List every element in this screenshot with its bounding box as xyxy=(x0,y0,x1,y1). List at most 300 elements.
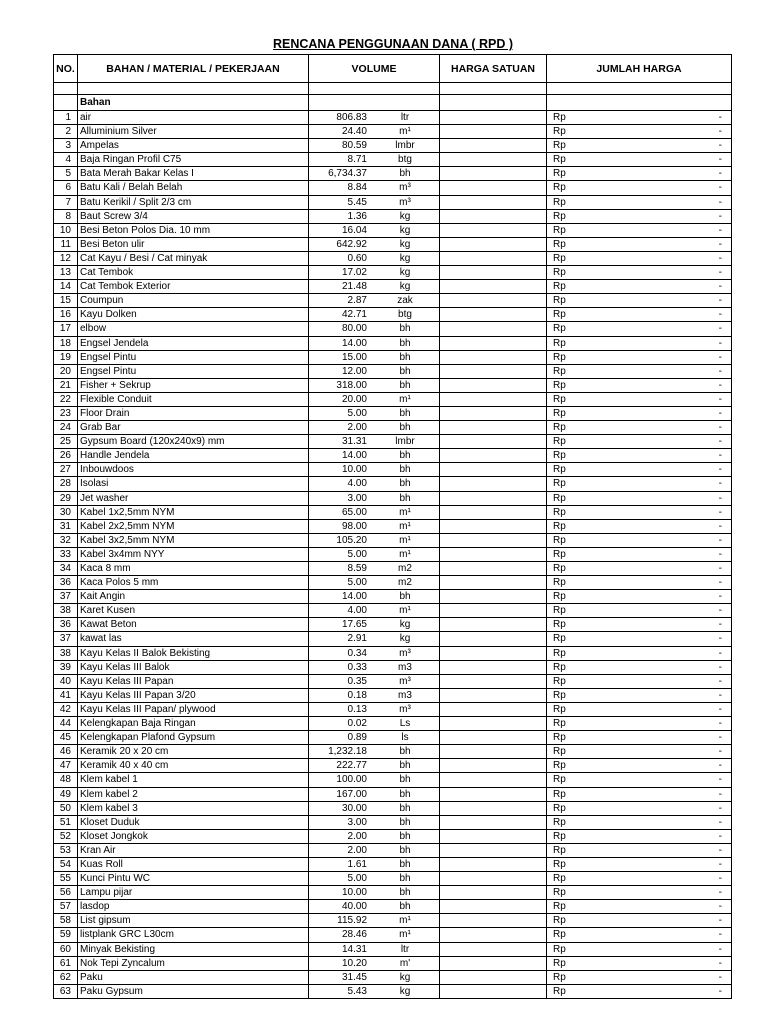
row-material: Kayu Kelas III Papan xyxy=(78,674,309,688)
row-volume-value: 222.77 xyxy=(336,760,367,772)
row-total-value: - xyxy=(718,281,722,293)
row-total-value: - xyxy=(718,210,722,222)
row-unit-price xyxy=(440,378,547,392)
row-volume-unit: bh xyxy=(399,788,411,800)
table-row xyxy=(54,463,732,477)
row-total xyxy=(547,857,732,871)
row-volume-unit: bh xyxy=(399,591,411,603)
row-total xyxy=(547,900,732,914)
row-volume xyxy=(309,801,440,815)
row-volume-unit: kg xyxy=(399,619,411,631)
table-row xyxy=(54,576,732,590)
table-row xyxy=(54,223,732,237)
row-currency: Rp xyxy=(553,802,566,814)
row-total-value: - xyxy=(718,774,722,786)
row-volume xyxy=(309,350,440,364)
row-total xyxy=(547,519,732,533)
row-volume-unit: bh xyxy=(399,760,411,772)
group-total-cell xyxy=(547,95,732,111)
row-volume xyxy=(309,364,440,378)
row-material: air xyxy=(78,111,309,125)
row-total xyxy=(547,815,732,829)
row-currency: Rp xyxy=(553,732,566,744)
table-row xyxy=(54,350,732,364)
row-total xyxy=(547,745,732,759)
row-total-value: - xyxy=(718,478,722,490)
row-volume-unit: kg xyxy=(399,267,411,279)
row-unit-price xyxy=(440,111,547,125)
row-volume xyxy=(309,745,440,759)
row-number: 20 xyxy=(54,364,78,378)
row-currency: Rp xyxy=(553,887,566,899)
row-volume-value: 0.60 xyxy=(347,252,367,264)
row-currency: Rp xyxy=(553,323,566,335)
row-material: Fisher + Sekrup xyxy=(78,378,309,392)
row-volume xyxy=(309,237,440,251)
row-material: Cat Kayu / Besi / Cat minyak xyxy=(78,251,309,265)
row-total-value: - xyxy=(718,887,722,899)
row-number: 27 xyxy=(54,463,78,477)
row-material: Kayu Dolken xyxy=(78,308,309,322)
row-total-value: - xyxy=(718,661,722,673)
row-number: 29 xyxy=(54,491,78,505)
row-total-value: - xyxy=(718,464,722,476)
row-total-value: - xyxy=(718,450,722,462)
row-volume xyxy=(309,167,440,181)
row-currency: Rp xyxy=(553,126,566,138)
row-total-value: - xyxy=(718,365,722,377)
row-material: Handle Jendela xyxy=(78,449,309,463)
row-total xyxy=(547,688,732,702)
table-row xyxy=(54,646,732,660)
row-unit-price xyxy=(440,266,547,280)
row-unit-price xyxy=(440,646,547,660)
row-unit-price xyxy=(440,322,547,336)
row-number: 10 xyxy=(54,223,78,237)
row-volume-value: 4.00 xyxy=(347,478,367,490)
row-volume-value: 5.00 xyxy=(347,407,367,419)
row-total xyxy=(547,660,732,674)
row-volume xyxy=(309,266,440,280)
row-total xyxy=(547,562,732,576)
row-volume-unit: bh xyxy=(399,816,411,828)
row-volume xyxy=(309,872,440,886)
row-total xyxy=(547,970,732,984)
row-volume-unit: lmbr xyxy=(395,436,415,448)
row-volume xyxy=(309,547,440,561)
row-unit-price xyxy=(440,449,547,463)
row-volume xyxy=(309,731,440,745)
row-currency: Rp xyxy=(553,957,566,969)
row-unit-price xyxy=(440,928,547,942)
row-material: kawat las xyxy=(78,632,309,646)
row-unit-price xyxy=(440,984,547,998)
row-number: 26 xyxy=(54,449,78,463)
row-total xyxy=(547,421,732,435)
row-total-value: - xyxy=(718,901,722,913)
row-number: 22 xyxy=(54,392,78,406)
row-unit-price xyxy=(440,886,547,900)
row-currency: Rp xyxy=(553,112,566,123)
row-volume-unit: m³ xyxy=(399,182,411,194)
row-volume-value: 16.04 xyxy=(341,224,367,236)
table-row xyxy=(54,435,732,449)
row-volume xyxy=(309,533,440,547)
row-volume-unit: m¹ xyxy=(399,520,411,532)
row-number: 53 xyxy=(54,843,78,857)
row-currency: Rp xyxy=(553,703,566,715)
row-volume-unit: bh xyxy=(399,464,411,476)
row-unit-price xyxy=(440,745,547,759)
row-volume-value: 115.92 xyxy=(337,915,367,927)
table-row xyxy=(54,787,732,801)
row-material: Gypsum Board (120x240x9) mm xyxy=(78,435,309,449)
row-material: Kayu Kelas II Balok Bekisting xyxy=(78,646,309,660)
row-unit-price xyxy=(440,435,547,449)
row-unit-price xyxy=(440,702,547,716)
row-total xyxy=(547,886,732,900)
row-volume-unit: m3 xyxy=(398,689,412,701)
row-unit-price xyxy=(440,900,547,914)
row-currency: Rp xyxy=(553,365,566,377)
row-material: Kayu Kelas III Papan/ plywood xyxy=(78,702,309,716)
row-total xyxy=(547,322,732,336)
row-material: Batu Kali / Belah Belah xyxy=(78,181,309,195)
row-currency: Rp xyxy=(553,422,566,434)
row-number: 21 xyxy=(54,378,78,392)
row-total xyxy=(547,477,732,491)
row-number: 17 xyxy=(54,322,78,336)
row-number: 25 xyxy=(54,435,78,449)
row-volume xyxy=(309,251,440,265)
row-volume-value: 40.00 xyxy=(341,901,367,913)
row-volume-unit: m¹ xyxy=(399,534,411,546)
row-total-value: - xyxy=(718,844,722,856)
row-total xyxy=(547,139,732,153)
row-volume-unit: bh xyxy=(399,450,411,462)
row-total-value: - xyxy=(718,858,722,870)
row-currency: Rp xyxy=(553,985,566,997)
table-row xyxy=(54,632,732,646)
row-currency: Rp xyxy=(553,351,566,363)
row-number: 8 xyxy=(54,209,78,223)
row-currency: Rp xyxy=(553,182,566,194)
row-number: 47 xyxy=(54,759,78,773)
row-volume xyxy=(309,139,440,153)
row-volume xyxy=(309,674,440,688)
row-volume xyxy=(309,505,440,519)
row-number: 42 xyxy=(54,702,78,716)
table-row xyxy=(54,900,732,914)
table-row xyxy=(54,702,732,716)
row-material: Cat Tembok xyxy=(78,266,309,280)
row-total xyxy=(547,195,732,209)
row-currency: Rp xyxy=(553,675,566,687)
table-row xyxy=(54,167,732,181)
row-unit-price xyxy=(440,421,547,435)
row-unit-price xyxy=(440,223,547,237)
row-number: 49 xyxy=(54,787,78,801)
table-row xyxy=(54,378,732,392)
row-number: 4 xyxy=(54,153,78,167)
row-volume-value: 642.92 xyxy=(336,238,367,250)
row-total-value: - xyxy=(718,506,722,518)
row-number: 28 xyxy=(54,477,78,491)
row-volume-unit: ltr xyxy=(400,112,410,123)
table-row xyxy=(54,251,732,265)
row-volume xyxy=(309,773,440,787)
group-label: Bahan xyxy=(78,95,309,111)
table-row xyxy=(54,477,732,491)
row-number: 32 xyxy=(54,533,78,547)
row-total-value: - xyxy=(718,379,722,391)
row-total-value: - xyxy=(718,563,722,574)
table-row xyxy=(54,984,732,998)
row-currency: Rp xyxy=(553,450,566,462)
row-unit-price xyxy=(440,167,547,181)
row-total xyxy=(547,294,732,308)
table-row xyxy=(54,519,732,533)
row-volume xyxy=(309,787,440,801)
row-volume xyxy=(309,111,440,125)
row-volume xyxy=(309,280,440,294)
row-volume-value: 5.00 xyxy=(347,577,367,589)
row-volume xyxy=(309,688,440,702)
table-row xyxy=(54,886,732,900)
row-total xyxy=(547,872,732,886)
row-material: Kran Air xyxy=(78,843,309,857)
row-currency: Rp xyxy=(553,788,566,800)
row-total-value: - xyxy=(718,619,722,631)
row-unit-price xyxy=(440,759,547,773)
row-volume xyxy=(309,406,440,420)
row-total-value: - xyxy=(718,577,722,589)
row-volume-value: 98.00 xyxy=(341,520,367,532)
row-total xyxy=(547,773,732,787)
row-currency: Rp xyxy=(553,407,566,419)
table-row xyxy=(54,237,732,251)
header-volume: VOLUME xyxy=(309,55,440,83)
row-volume-value: 100.00 xyxy=(336,774,367,786)
row-number: 6 xyxy=(54,181,78,195)
row-volume-unit: m2 xyxy=(398,577,412,589)
row-volume xyxy=(309,886,440,900)
row-volume xyxy=(309,294,440,308)
row-volume-value: 0.02 xyxy=(347,718,367,730)
row-total xyxy=(547,632,732,646)
row-unit-price xyxy=(440,674,547,688)
row-total-value: - xyxy=(718,534,722,546)
table-row xyxy=(54,308,732,322)
row-number: 51 xyxy=(54,815,78,829)
row-volume xyxy=(309,815,440,829)
row-volume-value: 14.00 xyxy=(341,591,367,603)
row-total-value: - xyxy=(718,943,722,955)
row-volume-value: 1.61 xyxy=(347,858,367,870)
row-total-value: - xyxy=(718,140,722,152)
row-total-value: - xyxy=(718,520,722,532)
table-row xyxy=(54,815,732,829)
table-row xyxy=(54,731,732,745)
row-material: Kunci Pintu WC xyxy=(78,872,309,886)
table-row xyxy=(54,280,732,294)
row-number: 18 xyxy=(54,336,78,350)
row-unit-price xyxy=(440,477,547,491)
row-total-value: - xyxy=(718,422,722,434)
row-number: 5 xyxy=(54,167,78,181)
row-total-value: - xyxy=(718,337,722,349)
row-volume-unit: zak xyxy=(397,295,413,307)
table-row xyxy=(54,872,732,886)
row-volume-unit: bh xyxy=(399,858,411,870)
row-number: 38 xyxy=(54,604,78,618)
row-volume-value: 8.71 xyxy=(347,154,367,166)
row-currency: Rp xyxy=(553,774,566,786)
row-material: elbow xyxy=(78,322,309,336)
row-volume-unit: ltr xyxy=(400,943,410,955)
row-volume-value: 20.00 xyxy=(341,393,367,405)
table-row xyxy=(54,547,732,561)
row-volume-value: 14.31 xyxy=(341,943,367,955)
row-material: List gipsum xyxy=(78,914,309,928)
row-unit-price xyxy=(440,280,547,294)
table-row xyxy=(54,745,732,759)
row-volume-value: 0.34 xyxy=(347,647,367,659)
row-currency: Rp xyxy=(553,393,566,405)
row-material: lasdop xyxy=(78,900,309,914)
table-row xyxy=(54,857,732,871)
row-total xyxy=(547,125,732,139)
row-volume-value: 12.00 xyxy=(341,365,367,377)
row-volume-value: 1,232.18 xyxy=(328,746,367,758)
row-volume-value: 5.00 xyxy=(347,873,367,885)
row-unit-price xyxy=(440,406,547,420)
table-row xyxy=(54,209,732,223)
row-total-value: - xyxy=(718,224,722,236)
row-unit-price xyxy=(440,688,547,702)
row-volume xyxy=(309,956,440,970)
row-volume xyxy=(309,308,440,322)
row-volume xyxy=(309,618,440,632)
row-material: Kabel 3x2,5mm NYM xyxy=(78,533,309,547)
row-total xyxy=(547,392,732,406)
table-row xyxy=(54,125,732,139)
row-material: Kabel 2x2,5mm NYM xyxy=(78,519,309,533)
row-material: Grab Bar xyxy=(78,421,309,435)
row-number: 31 xyxy=(54,519,78,533)
row-total xyxy=(547,491,732,505)
row-total xyxy=(547,308,732,322)
row-volume-unit: btg xyxy=(398,154,412,166)
table-row xyxy=(54,688,732,702)
header-no: NO. xyxy=(54,55,78,83)
row-currency: Rp xyxy=(553,971,566,983)
row-currency: Rp xyxy=(553,140,566,152)
table-row xyxy=(54,111,732,125)
row-total-value: - xyxy=(718,929,722,941)
table-row xyxy=(54,717,732,731)
row-total xyxy=(547,153,732,167)
row-number: 13 xyxy=(54,266,78,280)
row-volume-value: 17.02 xyxy=(341,267,367,279)
row-volume xyxy=(309,660,440,674)
row-volume-value: 80.00 xyxy=(341,323,367,335)
header-row xyxy=(54,55,732,83)
row-number: 60 xyxy=(54,942,78,956)
row-unit-price xyxy=(440,731,547,745)
row-volume-value: 4.00 xyxy=(347,605,367,617)
table-row xyxy=(54,590,732,604)
row-total-value: - xyxy=(718,168,722,180)
row-total xyxy=(547,251,732,265)
row-volume-value: 8.59 xyxy=(347,563,367,574)
row-volume xyxy=(309,914,440,928)
header-material: BAHAN / MATERIAL / PEKERJAAN xyxy=(78,55,309,83)
row-total-value: - xyxy=(718,436,722,448)
table-row xyxy=(54,843,732,857)
row-volume-value: 10.20 xyxy=(341,957,367,969)
row-material: Lampu pijar xyxy=(78,886,309,900)
row-unit-price xyxy=(440,350,547,364)
spacer-cell xyxy=(54,83,78,95)
row-volume-unit: bh xyxy=(399,873,411,885)
row-unit-price xyxy=(440,195,547,209)
row-material: Paku Gypsum xyxy=(78,984,309,998)
row-volume xyxy=(309,702,440,716)
row-volume-unit: bh xyxy=(399,901,411,913)
row-volume-unit: kg xyxy=(399,238,411,250)
row-volume xyxy=(309,435,440,449)
row-total-value: - xyxy=(718,309,722,321)
row-volume-value: 5.43 xyxy=(347,985,367,997)
row-volume-unit: m¹ xyxy=(399,915,411,927)
row-currency: Rp xyxy=(553,309,566,321)
row-currency: Rp xyxy=(553,252,566,264)
row-material: Baja Ringan Profil C75 xyxy=(78,153,309,167)
row-volume xyxy=(309,562,440,576)
row-volume-value: 15.00 xyxy=(341,351,367,363)
row-volume-unit: bh xyxy=(399,351,411,363)
row-material: Keramik 40 x 40 cm xyxy=(78,759,309,773)
row-currency: Rp xyxy=(553,534,566,546)
row-total-value: - xyxy=(718,647,722,659)
row-currency: Rp xyxy=(553,267,566,279)
row-number: 61 xyxy=(54,956,78,970)
row-material: Jet washer xyxy=(78,491,309,505)
row-volume-unit: m³ xyxy=(399,647,411,659)
row-volume xyxy=(309,984,440,998)
row-total xyxy=(547,759,732,773)
row-volume-value: 806.83 xyxy=(336,112,367,123)
row-volume-unit: m¹ xyxy=(399,506,411,518)
row-total-value: - xyxy=(718,112,722,123)
row-total xyxy=(547,590,732,604)
row-total-value: - xyxy=(718,252,722,264)
table-row xyxy=(54,364,732,378)
row-total-value: - xyxy=(718,323,722,335)
row-total-value: - xyxy=(718,407,722,419)
row-volume-value: 2.00 xyxy=(347,830,367,842)
row-volume-unit: ls xyxy=(401,732,409,744)
row-total-value: - xyxy=(718,267,722,279)
row-material: Bata Merah Bakar Kelas I xyxy=(78,167,309,181)
row-unit-price xyxy=(440,336,547,350)
row-volume-unit: bh xyxy=(399,365,411,377)
header-total: JUMLAH HARGA xyxy=(547,55,732,83)
row-number: 45 xyxy=(54,731,78,745)
row-unit-price xyxy=(440,829,547,843)
row-currency: Rp xyxy=(553,718,566,730)
